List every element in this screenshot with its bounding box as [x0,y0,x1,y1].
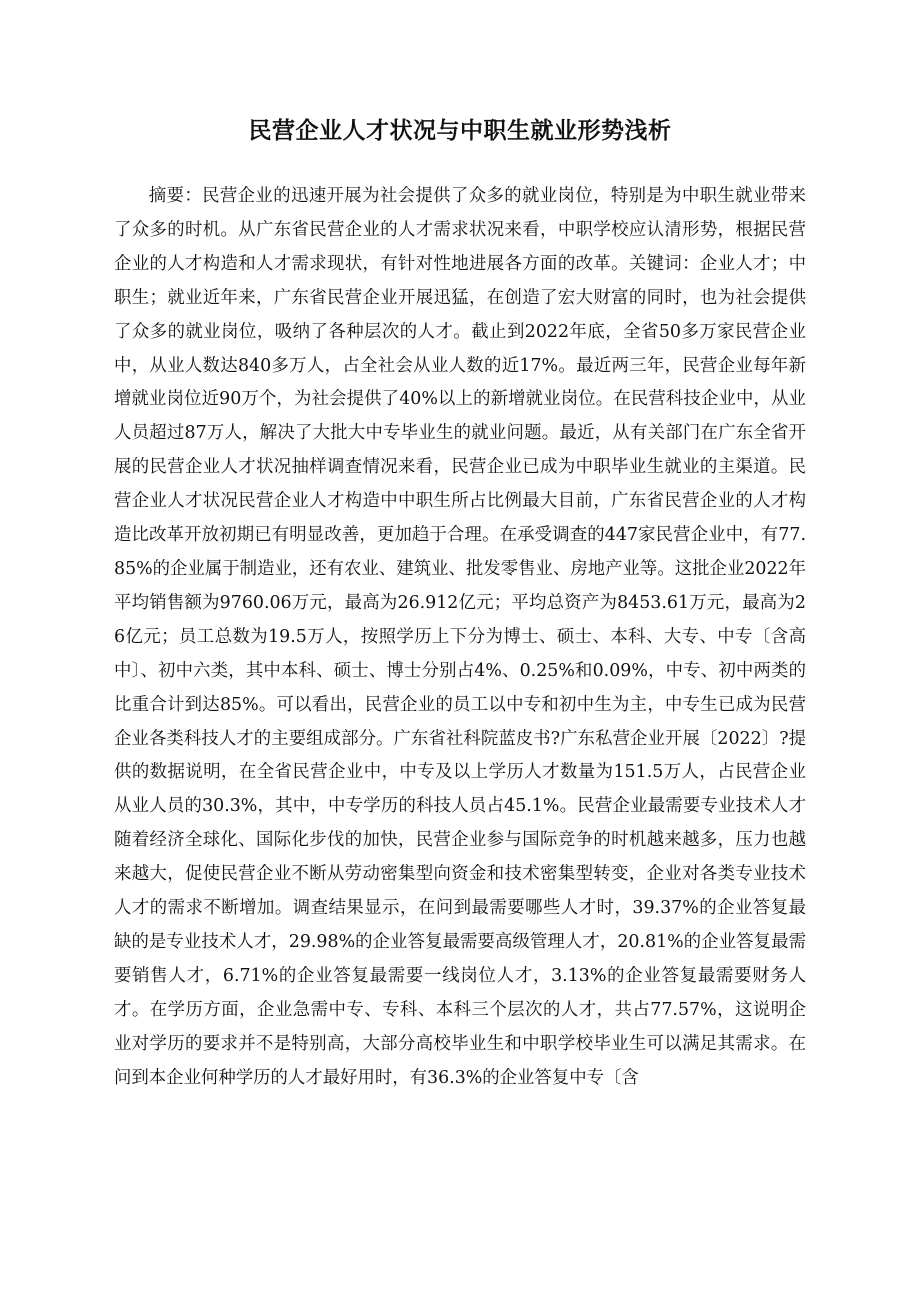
document-body-paragraph: 摘要：民营企业的迅速开展为社会提供了众多的就业岗位，特别是为中职生就业带来了众多的时机。从广东省民营企业的人才需求状况来看，中职学校应认清形势，根据民营企业的人才构造和人才需求现状，有针对性地进展各方面的改革。关键词：企业人才；中职生；就业近年来，广东省民营企业开展迅猛，在创造了宏大财富的同时，也为社会提供了众多的就业岗位，吸纳了各种层次的人才。截止到2022年底，全省50多万家民营企业中，从业人数达840多万人，占全社会从业人数的近17%。最近两三年，民营企业每年新增就业岗位近90万个，为社会提供了40%以上的新增就业岗位。在民营科技企业中，从业人员超过87万人，解决了大批大中专毕业生的就业问题。最近，从有关部门在广东全省开展的民营企业人才状况抽样调查情况来看，民营企业已成为中职毕业生就业的主渠道。民营企业人才状况民营企业人才构造中中职生所占比例最大目前，广东省民营企业的人才构造比改革开放初期已有明显改善，更加趋于合理。在承受调查的447家民营企业中，有77.85%的企业属于制造业，还有农业、建筑业、批发零售业、房地产业等。这批企业2022年平均销售额为9760.06万元，最高为26.912亿元；平均总资产为8453.61万元，最高为26亿元；员工总数为19.5万人，按照学历上下分为博士、硕士、本科、大专、中专〔含高中〕、初中六类，其中本科、硕士、博士分别占4%、0.25%和0.09%，中专、初中两类的比重合计到达85%。可以看出，民营企业的员工以中专和初中生为主，中专生已成为民营企业各类科技人才的主要组成部分。广东省社科院蓝皮书?广东私营企业开展〔2022〕?提供的数据说明，在全省民营企业中，中专及以上学历人才数量为151.5万人，占民营企业从业人员的30.3%，其中，中专学历的科技人员占45.1%。民营企业最需要专业技术人才随着经济全球化、国际化步伐的加快，民营企业参与国际竞争的时机越来越多，压力也越来越大，促使民营企业不断从劳动密集型向资金和技术密集型转变，企业对各类专业技术人才的需求不断增加。调查结果显示，在问到最需要哪些人才时，39.37%的企业答复最缺的是专业技术人才，29.98%的企业答复最需要高级管理人才，20.81%的企业答复最需要销售人才，6.71%的企业答复最需要一线岗位人才，3.13%的企业答复最需要财务人才。在学历方面，企业急需中专、专科、本科三个层次的人才，共占77.57%，这说明企业对学历的要求并不是特别高，大部分高校毕业生和中职学校毕业生可以满足其需求。在问到本企业何种学历的人才最好用时，有36.3%的企业答复中专〔含 [114,186,806,1088]
document-title: 民营企业人才状况与中职生就业形势浅析 [248,118,672,144]
